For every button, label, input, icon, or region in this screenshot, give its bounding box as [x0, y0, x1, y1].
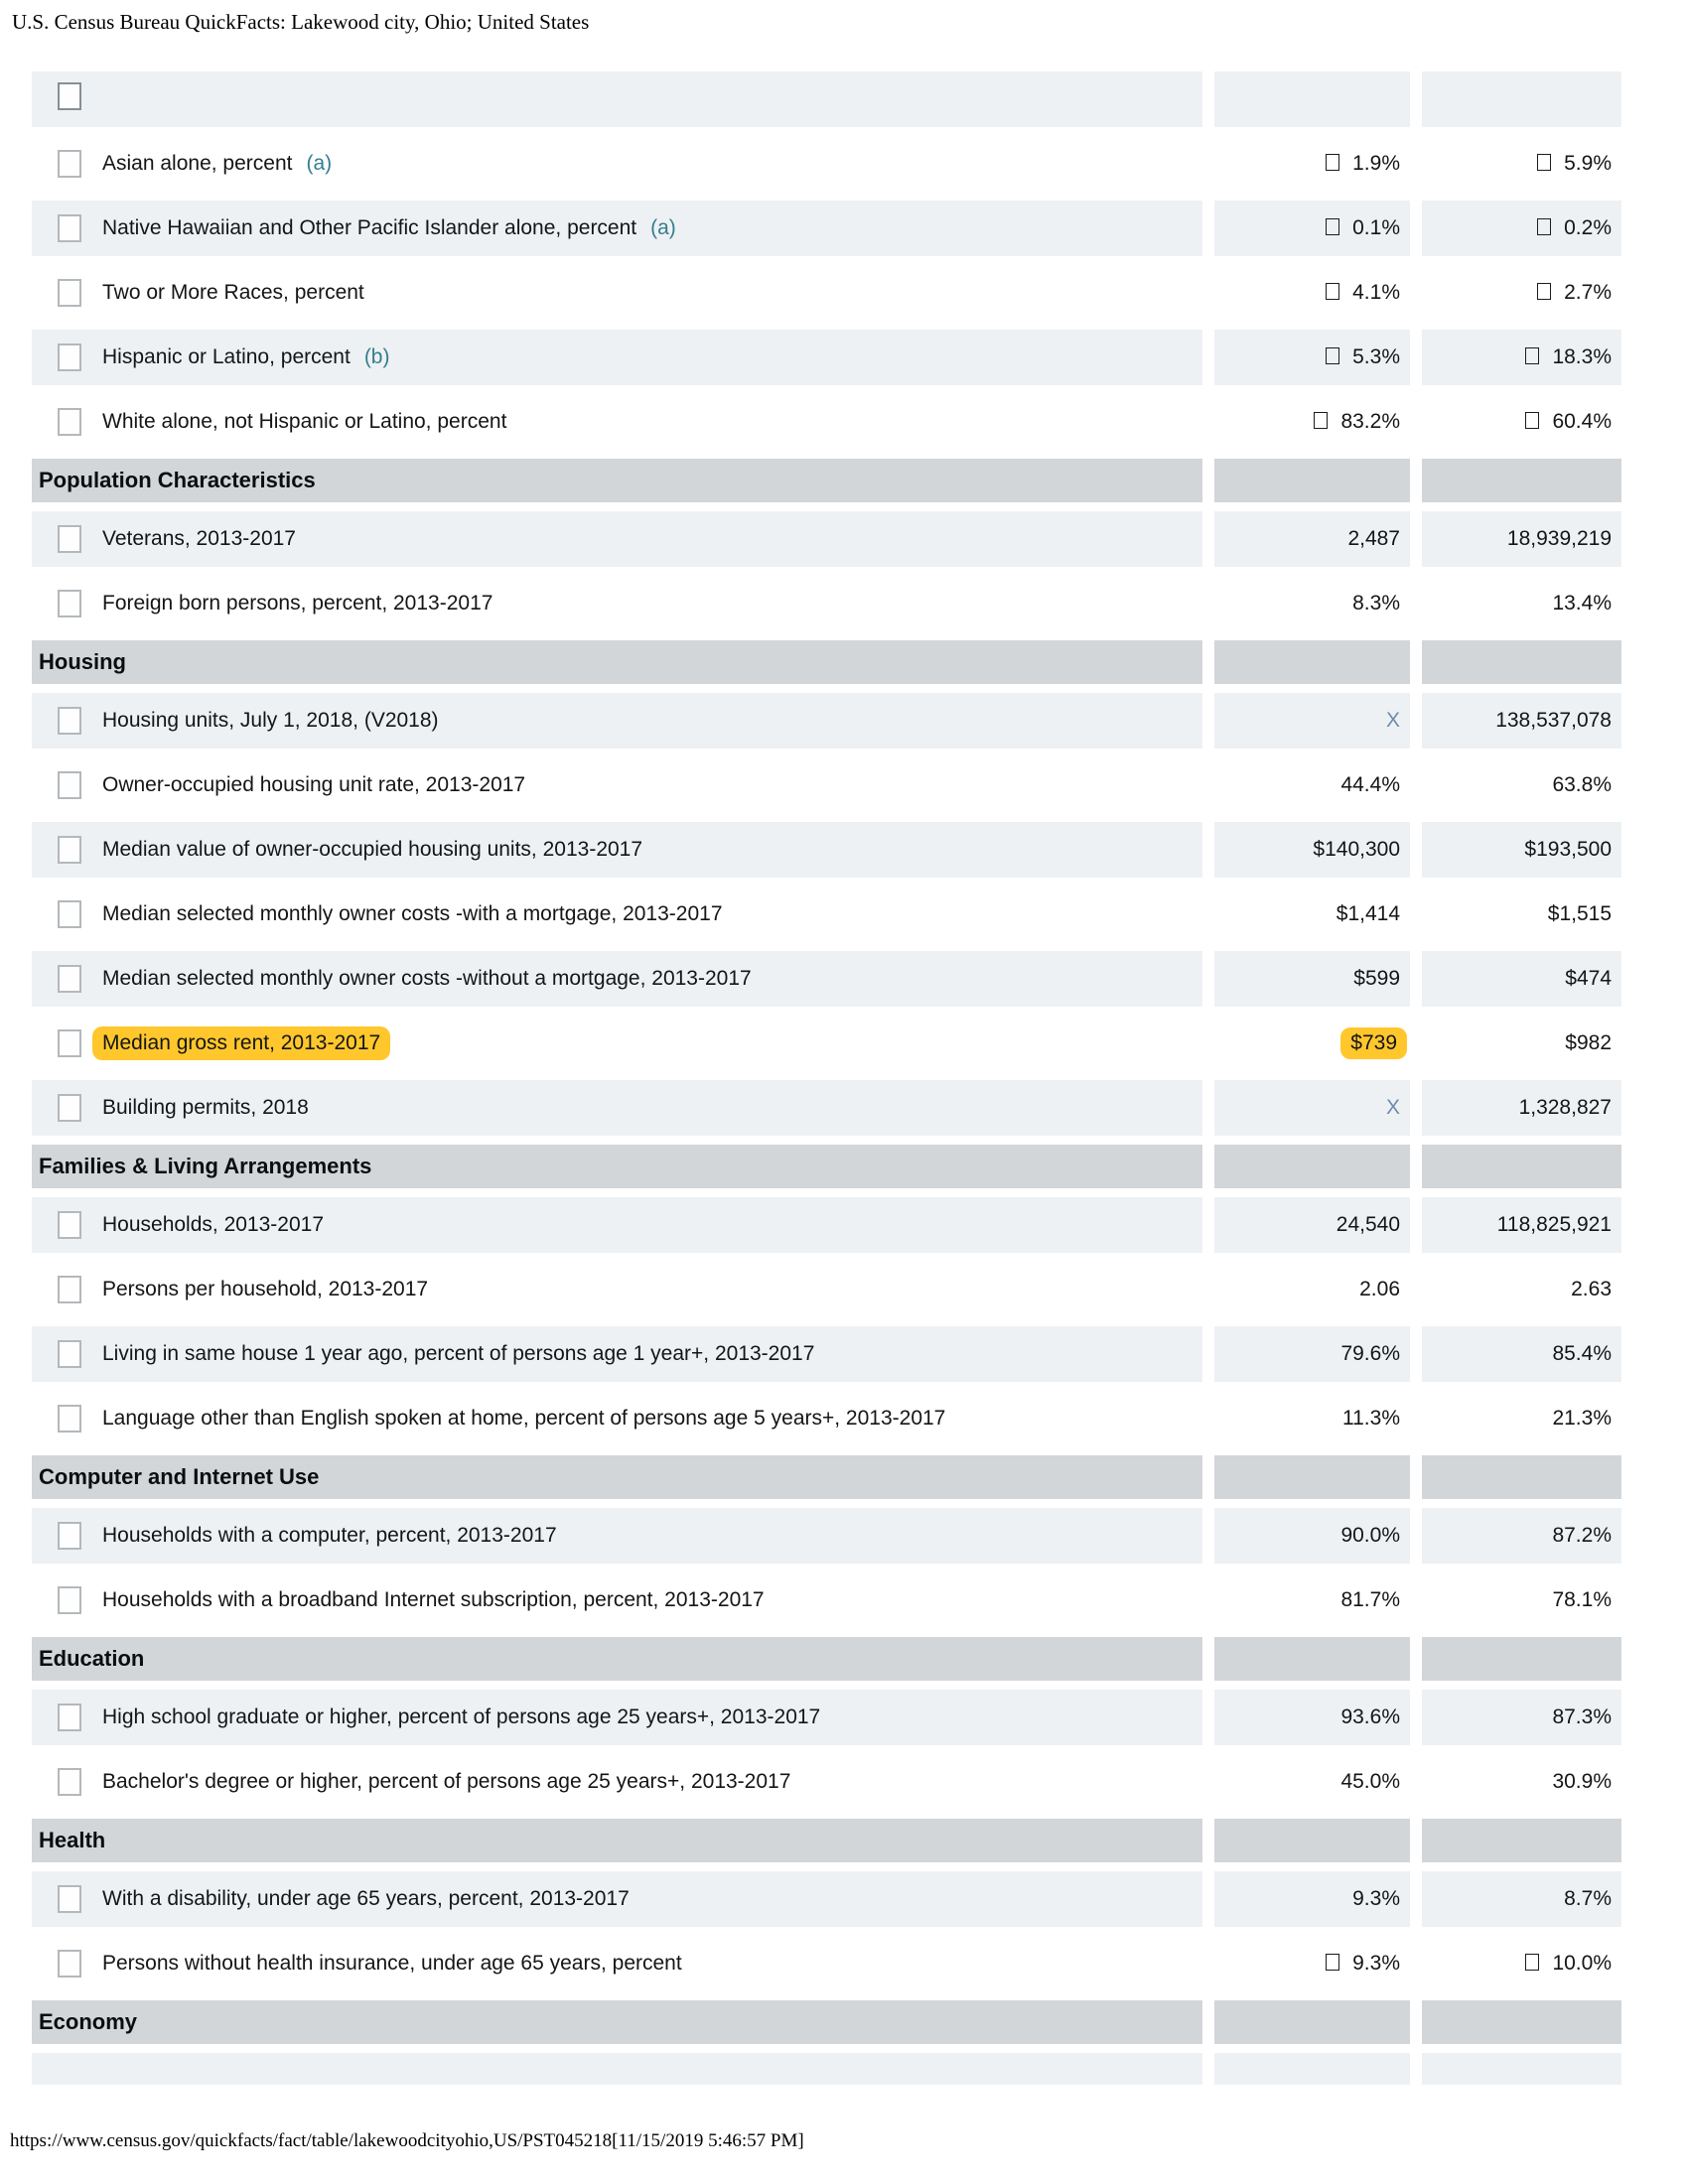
row-label: Veterans, 2013-2017 — [102, 527, 296, 550]
section-header-value-cell — [1422, 640, 1621, 684]
value-text: 18.3% — [1552, 345, 1612, 368]
value-cell — [1214, 265, 1410, 321]
row-label: Native Hawaiian and Other Pacific Islander alone, percent — [102, 216, 637, 239]
section-header-value-cell — [1214, 2000, 1410, 2044]
section-header-label: Population Characteristics — [39, 468, 316, 492]
row-label: Median value of owner-occupied housing units, 2013-2017 — [102, 838, 643, 861]
row-checkbox[interactable] — [58, 1768, 81, 1796]
value-text: 8.3% — [1352, 592, 1400, 614]
table-row-label-cell — [32, 1690, 1202, 1745]
row-label: Households with a computer, percent, 2013-2017 — [102, 1524, 557, 1547]
value-text: 138,537,078 — [1495, 709, 1612, 732]
row-label: Bachelor's degree or higher, percent of persons age 25 years+, 2013-2017 — [102, 1770, 791, 1793]
table-row-partial — [32, 2053, 1202, 2085]
section-header-value-cell — [1214, 459, 1410, 502]
row-checkbox[interactable] — [58, 214, 81, 242]
value-text: 0.1% — [1352, 216, 1400, 239]
value-cell — [1214, 1508, 1410, 1564]
row-label: Median gross rent, 2013-2017 — [92, 1026, 390, 1060]
table-row-partial — [32, 71, 1202, 127]
value-text: 81.7% — [1340, 1588, 1400, 1611]
row-label: Households with a broadband Internet subscription, percent, 2013-2017 — [102, 1588, 765, 1611]
value-text: $474 — [1565, 967, 1612, 990]
value-cell — [1214, 511, 1410, 567]
value-text: 90.0% — [1340, 1524, 1400, 1547]
section-header — [32, 1455, 1202, 1499]
value-link[interactable]: X — [1385, 1096, 1400, 1119]
row-checkbox[interactable] — [58, 408, 81, 436]
row-checkbox[interactable] — [58, 771, 81, 799]
value-text: 9.3% — [1352, 1952, 1400, 1975]
value-cell — [1214, 1016, 1410, 1071]
value-cell — [1422, 511, 1621, 567]
value-text: 8.7% — [1564, 1887, 1612, 1910]
table-row-label-cell — [32, 576, 1202, 631]
value-text: 24,540 — [1336, 1213, 1400, 1236]
row-label: Foreign born persons, percent, 2013-2017 — [102, 592, 493, 614]
missing-glyph-icon — [1525, 1954, 1539, 1971]
section-header-label: Economy — [39, 2009, 138, 2034]
row-label: Living in same house 1 year ago, percent of persons age 1 year+, 2013-2017 — [102, 1342, 815, 1365]
value-cell — [1214, 576, 1410, 631]
value-text: $140,300 — [1313, 838, 1400, 861]
row-label: Building permits, 2018 — [102, 1096, 309, 1119]
row-checkbox[interactable] — [58, 1211, 81, 1239]
table-row-label-cell — [32, 1754, 1202, 1810]
row-label: Persons per household, 2013-2017 — [102, 1278, 429, 1300]
table-row-label-cell — [32, 136, 1202, 192]
value-text: 10.0% — [1552, 1952, 1612, 1975]
value-cell — [1422, 1262, 1621, 1317]
value-text: 118,825,921 — [1496, 1213, 1612, 1236]
value-text: 5.3% — [1352, 345, 1400, 368]
value-cell — [1214, 951, 1410, 1007]
value-text: 9.3% — [1352, 1887, 1400, 1910]
value-text: 63.8% — [1552, 773, 1612, 796]
missing-glyph-icon — [1326, 1954, 1339, 1971]
table-row-label-cell — [32, 330, 1202, 385]
table-row-label-cell — [32, 1080, 1202, 1136]
table-row-partial — [1422, 2053, 1621, 2085]
section-header-value-cell — [1422, 1819, 1621, 1862]
value-cell — [1422, 201, 1621, 256]
section-header-value-cell — [1422, 459, 1621, 502]
row-checkbox[interactable] — [58, 1885, 81, 1913]
row-checkbox[interactable] — [58, 150, 81, 178]
table-row-label-cell — [32, 1262, 1202, 1317]
value-cell — [1422, 951, 1621, 1007]
value-cell — [1422, 1326, 1621, 1382]
value-text: 45.0% — [1340, 1770, 1400, 1793]
value-text: 93.6% — [1340, 1706, 1400, 1728]
value-cell — [1422, 887, 1621, 942]
table-row-label-cell — [32, 887, 1202, 942]
table-row-label-cell — [32, 757, 1202, 813]
value-cell — [1422, 394, 1621, 450]
value-text: 83.2% — [1340, 410, 1400, 433]
value-text: $193,500 — [1524, 838, 1612, 861]
row-label: Persons without health insurance, under age 65 years, percent — [102, 1952, 682, 1975]
section-header — [32, 2000, 1202, 2044]
row-checkbox[interactable] — [58, 1950, 81, 1978]
value-text: 4.1% — [1352, 281, 1400, 304]
section-header-value-cell — [1214, 1145, 1410, 1188]
row-checkbox[interactable] — [58, 836, 81, 864]
row-label: High school graduate or higher, percent of persons age 25 years+, 2013-2017 — [102, 1706, 821, 1728]
section-header-label: Education — [39, 1646, 145, 1671]
section-header — [32, 459, 1202, 502]
value-cell — [1214, 1262, 1410, 1317]
row-checkbox[interactable] — [58, 1029, 81, 1057]
section-header — [32, 640, 1202, 684]
row-checkbox[interactable] — [58, 1522, 81, 1550]
missing-glyph-icon — [1537, 283, 1551, 300]
value-text: 60.4% — [1552, 410, 1612, 433]
row-label: Two or More Races, percent — [102, 281, 364, 304]
row-label: White alone, not Hispanic or Latino, percent — [102, 410, 507, 433]
value-cell — [1214, 71, 1410, 127]
value-cell — [1214, 1080, 1410, 1136]
value-cell — [1422, 1197, 1621, 1253]
value-cell — [1422, 1572, 1621, 1628]
value-cell — [1422, 265, 1621, 321]
value-cell — [1422, 1754, 1621, 1810]
value-cell — [1422, 1080, 1621, 1136]
value-cell — [1214, 1572, 1410, 1628]
row-label: With a disability, under age 65 years, percent, 2013-2017 — [102, 1887, 630, 1910]
value-cell — [1214, 394, 1410, 450]
value-text: 87.2% — [1552, 1524, 1612, 1547]
value-text: $1,515 — [1547, 902, 1612, 925]
value-cell — [1214, 330, 1410, 385]
missing-glyph-icon — [1525, 412, 1539, 429]
table-row-label-cell — [32, 511, 1202, 567]
value-cell — [1422, 757, 1621, 813]
value-text: 13.4% — [1552, 592, 1612, 614]
value-text: 2.7% — [1564, 281, 1612, 304]
value-text: 1,328,827 — [1518, 1096, 1612, 1119]
value-text: 5.9% — [1564, 152, 1612, 175]
quickfacts-table — [32, 71, 1621, 2085]
row-checkbox[interactable] — [58, 1704, 81, 1731]
table-row-label-cell — [32, 693, 1202, 749]
value-text: 87.3% — [1552, 1706, 1612, 1728]
value-cell — [1422, 1016, 1621, 1071]
footnote-link[interactable]: (a) — [306, 152, 333, 175]
table-row-label-cell — [32, 1871, 1202, 1927]
section-header-label: Housing — [39, 649, 126, 674]
row-checkbox[interactable] — [58, 707, 81, 735]
section-header-value-cell — [1214, 1637, 1410, 1681]
value-cell — [1214, 887, 1410, 942]
row-label: Asian alone, percent — [102, 152, 293, 175]
value-cell — [1422, 1508, 1621, 1564]
row-checkbox[interactable] — [58, 1340, 81, 1368]
missing-glyph-icon — [1326, 218, 1339, 235]
value-cell — [1214, 1391, 1410, 1446]
value-cell — [1214, 822, 1410, 878]
value-cell — [1214, 136, 1410, 192]
table-row-label-cell — [32, 1391, 1202, 1446]
value-text: 85.4% — [1552, 1342, 1612, 1365]
section-header — [32, 1145, 1202, 1188]
section-header-value-cell — [1214, 1819, 1410, 1862]
value-text: 2.63 — [1571, 1278, 1612, 1300]
table-row-label-cell — [32, 1572, 1202, 1628]
row-checkbox[interactable] — [58, 82, 81, 110]
value-cell — [1214, 1754, 1410, 1810]
row-checkbox[interactable] — [58, 1276, 81, 1303]
value-text: $1,414 — [1336, 902, 1400, 925]
value-text: 78.1% — [1552, 1588, 1612, 1611]
section-header-value-cell — [1422, 2000, 1621, 2044]
value-text: $982 — [1565, 1031, 1612, 1054]
value-text: $739 — [1340, 1027, 1407, 1059]
missing-glyph-icon — [1326, 283, 1339, 300]
value-cell — [1214, 1871, 1410, 1927]
section-header-label: Health — [39, 1828, 106, 1852]
value-cell — [1214, 693, 1410, 749]
row-checkbox[interactable] — [58, 1094, 81, 1122]
table-row-label-cell — [32, 265, 1202, 321]
footnote-link[interactable]: (a) — [650, 216, 676, 239]
missing-glyph-icon — [1537, 218, 1551, 235]
section-header-value-cell — [1422, 1145, 1621, 1188]
value-cell — [1422, 1871, 1621, 1927]
footer-url: https://www.census.gov/quickfacts/fact/table/lakewoodcityohio,US/PST045218[11/15/2019 5:46:57 PM] — [10, 2130, 804, 2151]
section-header — [32, 1637, 1202, 1681]
value-cell — [1422, 1391, 1621, 1446]
table-row-label-cell — [32, 1508, 1202, 1564]
row-label: Language other than English spoken at home, percent of persons age 5 years+, 2013-2017 — [102, 1407, 946, 1430]
section-header-value-cell — [1422, 1455, 1621, 1499]
section-header-label: Families & Living Arrangements — [39, 1154, 372, 1178]
value-cell — [1422, 693, 1621, 749]
row-checkbox[interactable] — [58, 279, 81, 307]
table-row-label-cell — [32, 1197, 1202, 1253]
section-header-value-cell — [1422, 1637, 1621, 1681]
value-cell — [1422, 1690, 1621, 1745]
section-header-value-cell — [1214, 1455, 1410, 1499]
value-text: 18,939,219 — [1506, 527, 1612, 550]
section-header-label: Computer and Internet Use — [39, 1464, 320, 1489]
table-row-label-cell — [32, 951, 1202, 1007]
value-cell — [1422, 330, 1621, 385]
missing-glyph-icon — [1326, 154, 1339, 171]
row-checkbox[interactable] — [58, 1405, 81, 1433]
row-label: Median selected monthly owner costs -without a mortgage, 2013-2017 — [102, 967, 752, 990]
value-cell — [1214, 757, 1410, 813]
value-text: 44.4% — [1340, 773, 1400, 796]
footnote-link[interactable]: (b) — [363, 345, 390, 368]
missing-glyph-icon — [1314, 412, 1328, 429]
value-cell — [1422, 71, 1621, 127]
value-cell — [1214, 1690, 1410, 1745]
value-text: 21.3% — [1552, 1407, 1612, 1430]
section-header — [32, 1819, 1202, 1862]
row-checkbox[interactable] — [58, 343, 81, 371]
value-text: 2.06 — [1359, 1278, 1400, 1300]
table-row-label-cell — [32, 822, 1202, 878]
value-cell — [1214, 1326, 1410, 1382]
value-cell — [1422, 822, 1621, 878]
value-text: 30.9% — [1552, 1770, 1612, 1793]
row-checkbox[interactable] — [58, 900, 81, 928]
value-cell — [1214, 201, 1410, 256]
value-text: $599 — [1353, 967, 1400, 990]
value-text: 2,487 — [1347, 527, 1400, 550]
value-text: 11.3% — [1342, 1407, 1400, 1430]
section-header-value-cell — [1214, 640, 1410, 684]
value-cell — [1422, 136, 1621, 192]
table-row-label-cell — [32, 1936, 1202, 1991]
row-label: Owner-occupied housing unit rate, 2013-2017 — [102, 773, 526, 796]
table-row-label-cell — [32, 1016, 1202, 1071]
row-checkbox[interactable] — [58, 965, 81, 993]
value-text: 0.2% — [1564, 216, 1612, 239]
value-cell — [1214, 1936, 1410, 1991]
row-label: Housing units, July 1, 2018, (V2018) — [102, 709, 439, 732]
row-label: Hispanic or Latino, percent — [102, 345, 351, 368]
value-cell — [1214, 1197, 1410, 1253]
row-label: Households, 2013-2017 — [102, 1213, 325, 1236]
table-row-label-cell — [32, 201, 1202, 256]
row-checkbox[interactable] — [58, 590, 81, 617]
table-row-label-cell — [32, 1326, 1202, 1382]
value-text: 79.6% — [1340, 1342, 1400, 1365]
missing-glyph-icon — [1537, 154, 1551, 171]
value-cell — [1422, 1936, 1621, 1991]
row-label: Median selected monthly owner costs -with a mortgage, 2013-2017 — [102, 902, 723, 925]
table-row-label-cell — [32, 394, 1202, 450]
missing-glyph-icon — [1525, 347, 1539, 364]
row-checkbox[interactable] — [58, 1586, 81, 1614]
table-row-partial — [1214, 2053, 1410, 2085]
page-title: U.S. Census Bureau QuickFacts: Lakewood city, Ohio; United States — [12, 10, 590, 34]
row-checkbox[interactable] — [58, 525, 81, 553]
value-cell — [1422, 576, 1621, 631]
missing-glyph-icon — [1326, 347, 1339, 364]
value-link[interactable]: X — [1385, 709, 1400, 732]
value-text: 1.9% — [1352, 152, 1400, 175]
